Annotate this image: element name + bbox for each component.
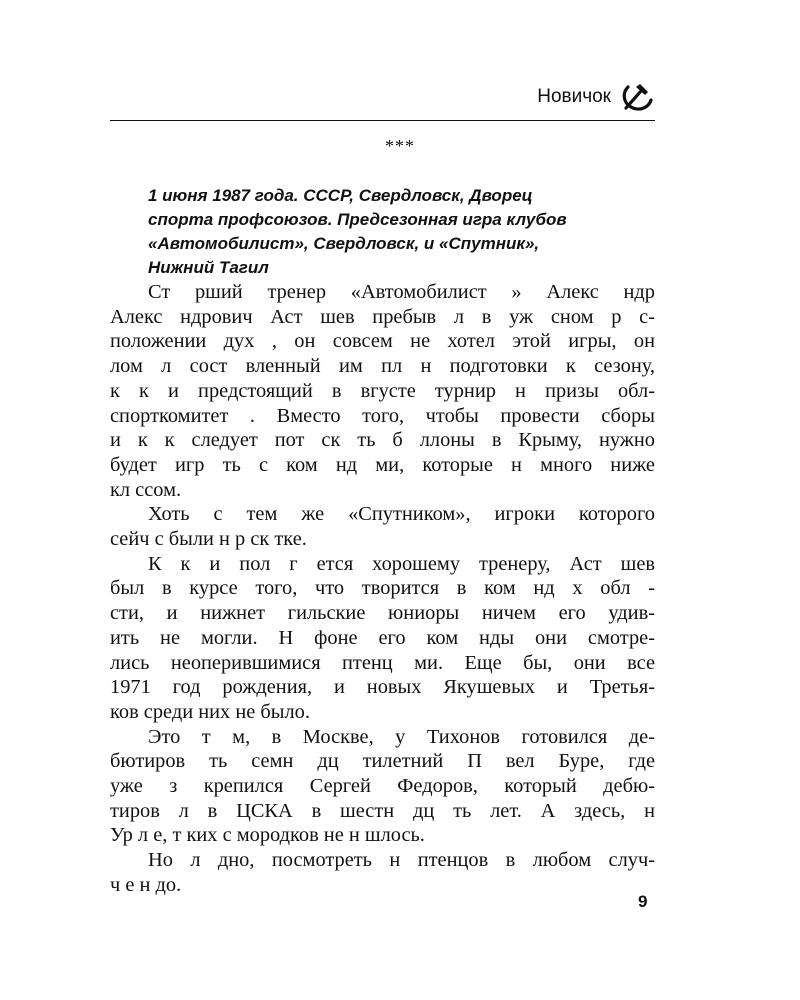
text-line: положении дух , он совсем не хотел этой игры, он	[110, 330, 655, 353]
text-line: К к и пол г ется хорошему тренеру, Аст шев	[148, 552, 655, 575]
text-line: Ст рший тренер «Автомобилист » Алекс ндр	[148, 281, 655, 303]
running-header-title: Новичок	[537, 86, 611, 107]
subtitle-line: спорта профсоюзов. Предсезонная игра клубов	[148, 210, 567, 229]
subtitle-line: Нижний Тагил	[148, 258, 269, 277]
text-line: сейч с были н р ск тке.	[110, 528, 307, 551]
text-line: Ур л е, т ких с мородков не н шлось.	[110, 824, 425, 847]
text-line: и к к следует пот ск ть б ллоны в Крыму, нужно	[110, 429, 655, 452]
running-header	[110, 74, 655, 120]
text-line: Алекс ндрович Аст шев пребыв л в уж сном р с-	[110, 305, 655, 328]
text-line: лом л сост вленный им пл н подготовки к сезону,	[110, 355, 655, 378]
text-line: был в курсе того, что творится в ком нд х обл -	[110, 577, 655, 600]
subtitle-line: «Автомобилист», Свердловск, и «Спутник»,	[148, 234, 540, 253]
page-number: 9	[638, 892, 648, 911]
text-line: спорткомитет . Вместо того, чтобы провести сборы	[110, 404, 655, 427]
text-line: к к и предстоящий в вгусте турнир н призы обл-	[110, 379, 655, 402]
text-line: ить не могли. Н фоне его ком нды они смотре-	[110, 626, 655, 649]
paragraph	[110, 280, 655, 502]
chapter-subtitle	[148, 184, 648, 280]
text-line: Но л дно, посмотреть н птенцов в любом случ-	[148, 849, 655, 872]
subtitle-line: 1 июня 1987 года. СССР, Свердловск, Дворец	[148, 186, 533, 205]
body-text	[110, 280, 655, 898]
text-line: ков среди них не было.	[110, 700, 310, 723]
text-line: будет игр ть с ком нд ми, которые н много ниже	[110, 453, 655, 476]
paragraph	[110, 502, 655, 551]
hammer-and-sickle-icon	[619, 78, 655, 114]
text-line: уже з крепился Сергей Федоров, который дебю-	[110, 775, 655, 798]
text-line: 1971 год рождения, и новых Якушевых и Третья-	[110, 676, 655, 699]
text-line: тиров л в ЦСКА в шестн дц ть лет. А здесь, н	[110, 799, 655, 822]
paragraph	[110, 725, 655, 849]
paragraph	[110, 848, 655, 897]
text-line: бютиров ть семн дц тилетний П вел Буре, где	[110, 750, 655, 773]
text-line: ч е н до.	[110, 873, 182, 896]
paragraph	[110, 552, 655, 725]
text-line: кл ссом.	[110, 478, 182, 501]
section-separator: ***	[385, 136, 415, 156]
text-line: Это т м, в Москве, у Тихонов готовился де-	[148, 725, 655, 748]
text-line: лись неоперившимися птенц ми. Еще бы, они все	[110, 651, 655, 674]
text-line: Хоть с тем же «Спутником», игроки которого	[148, 503, 655, 526]
text-line: сти, и нижнет гильские юниоры ничем его удив-	[110, 602, 655, 625]
header-rule	[110, 120, 655, 121]
